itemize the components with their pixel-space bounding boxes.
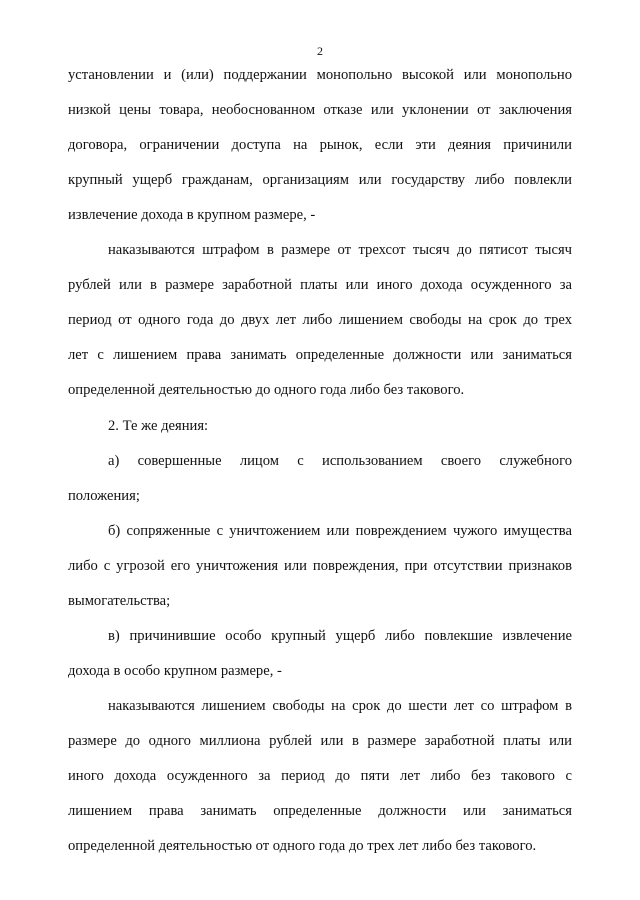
text-line: лет с лишением права занимать определенные должности или заниматься bbox=[68, 347, 572, 363]
text-line: либо с угрозой его уничтожения или повреждения, при отсутствии признаков bbox=[68, 558, 572, 574]
text-line: 2. Те же деяния: bbox=[108, 418, 209, 434]
text-line: размере до одного миллиона рублей или в размере заработной платы или bbox=[68, 733, 572, 749]
text-line: определенной деятельностью от одного года до трех лет либо без такового. bbox=[68, 838, 537, 854]
text-line: низкой цены товара, необоснованном отказе или уклонении от заключения bbox=[68, 102, 572, 118]
text-line: извлечение дохода в крупном размере, - bbox=[68, 207, 316, 223]
text-line: б) сопряженные с уничтожением или повреждением чужого имущества bbox=[108, 523, 572, 539]
text-line: договора, ограничении доступа на рынок, если эти деяния причинили bbox=[68, 137, 572, 153]
text-line: положения; bbox=[68, 488, 140, 504]
text-line: а) совершенные лицом с использованием своего служебного bbox=[108, 453, 572, 469]
text-line: вымогательства; bbox=[68, 593, 171, 609]
text-line: определенной деятельностью до одного года либо без такового. bbox=[68, 382, 465, 398]
text-line: период от одного года до двух лет либо лишением свободы на срок до трех bbox=[68, 312, 572, 328]
text-line: иного дохода осужденного за период до пяти лет либо без такового с bbox=[68, 768, 572, 784]
text-line: наказываются лишением свободы на срок до шести лет со штрафом в bbox=[108, 698, 572, 714]
text-line: в) причинившие особо крупный ущерб либо повлекшие извлечение bbox=[108, 628, 572, 644]
page-number: 2 bbox=[317, 44, 323, 58]
text-line: наказываются штрафом в размере от трехсот тысяч до пятисот тысяч bbox=[108, 242, 572, 258]
text-line: крупный ущерб гражданам, организациям или государству либо повлекли bbox=[68, 172, 572, 188]
text-line: дохода в особо крупном размере, - bbox=[68, 663, 282, 679]
text-line: лишением права занимать определенные должности или заниматься bbox=[68, 803, 572, 819]
text-line: установлении и (или) поддержании монопольно высокой или монопольно bbox=[68, 67, 572, 83]
text-line: рублей или в размере заработной платы или иного дохода осужденного за bbox=[68, 277, 572, 293]
